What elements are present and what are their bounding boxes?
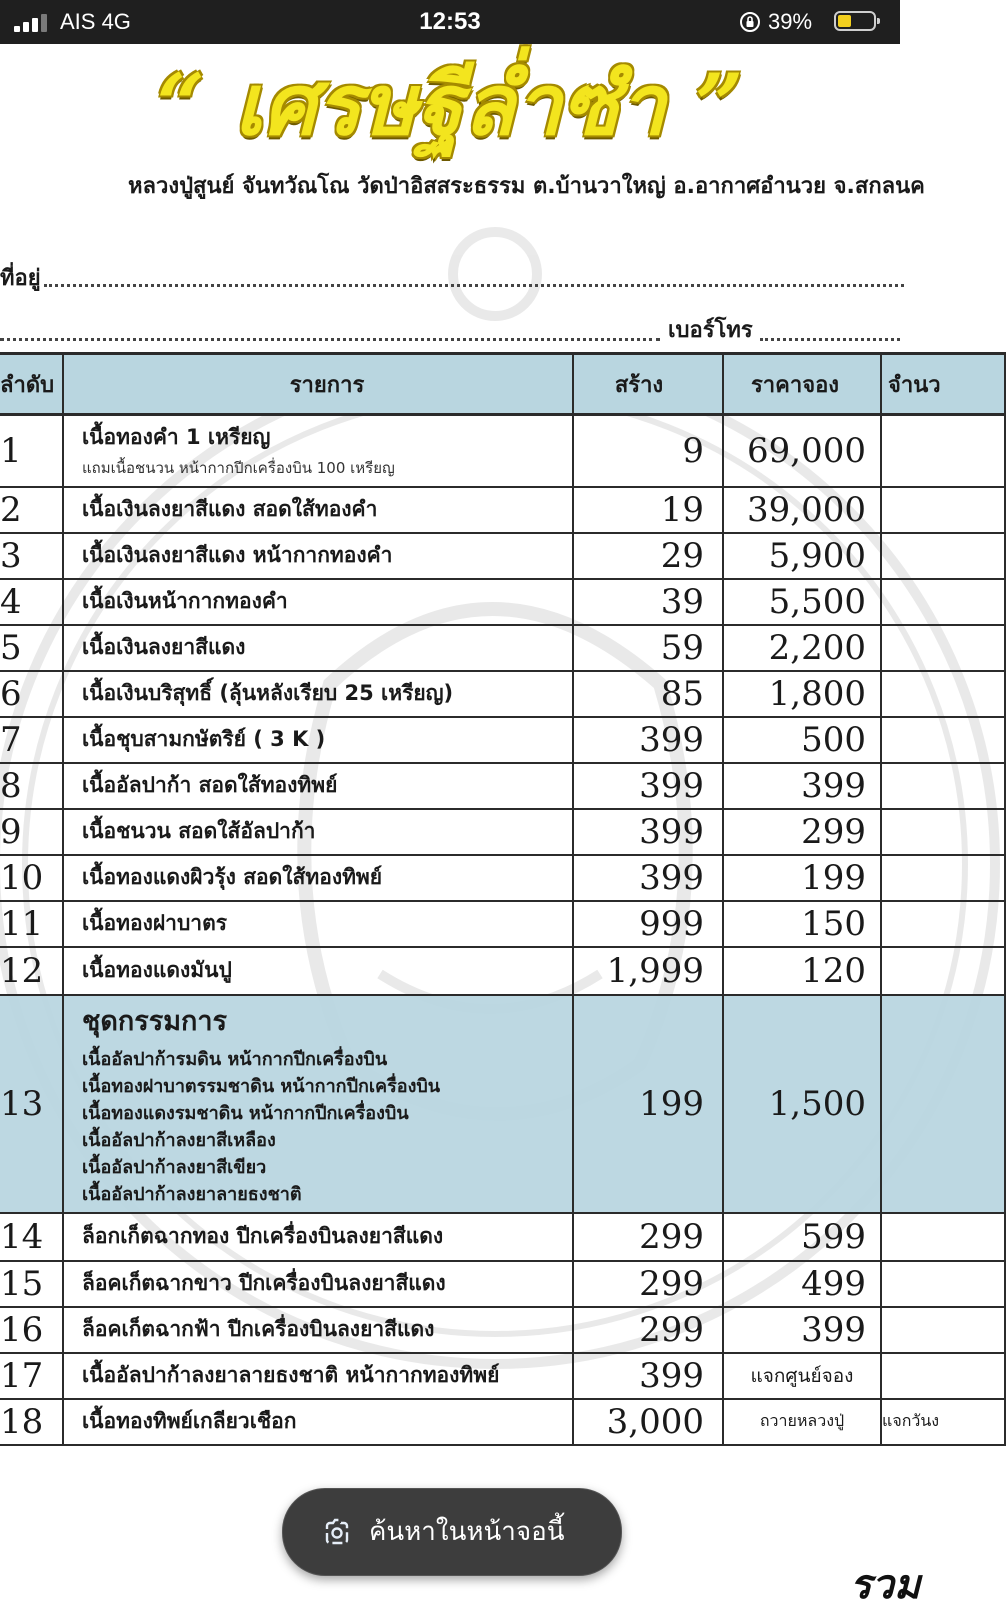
- table-row: 3 เนื้อเงินลงยาสีแดง หน้ากากทองคำ 29 5,900: [0, 533, 1005, 579]
- table-row: 18 เนื้อทองทิพย์เกลียวเชือก 3,000 ถวายหลวงปู่ แจกวันง: [0, 1399, 1005, 1445]
- table-row: 5 เนื้อเงินลงยาสีแดง 59 2,200: [0, 625, 1005, 671]
- table-row: 1 เนื้อทองคำ 1 เหรียญ แถมเนื้อชนวน หน้ากากปีกเครื่องบิน 100 เหรียญ 9 69,000: [0, 415, 1005, 487]
- address-line-2: [0, 338, 660, 341]
- lens-search-icon: [321, 1517, 353, 1547]
- battery-level-fill: [838, 15, 851, 27]
- table-row: 8 เนื้ออัลปาก้า สอดใส้ทองทิพย์ 399 399: [0, 763, 1005, 809]
- clock: 12:53: [419, 8, 481, 35]
- table-row: 6 เนื้อเงินบริสุทธิ์ (ลุ้นหลังเรียบ 25 เหรียญ) 85 1,800: [0, 671, 1005, 717]
- phone-line: [760, 338, 900, 341]
- address-label: ที่อยู่: [0, 266, 41, 291]
- column-header-amount: จำนว: [881, 354, 1005, 415]
- total-label: รวม: [850, 1561, 921, 1608]
- table-header-row: [0, 354, 1005, 415]
- table-row: 10 เนื้อทองแดงผิวรุ้ง สอดใส้ทองทิพย์ 399 199: [0, 855, 1005, 901]
- battery-icon: [834, 11, 876, 31]
- phone-label: เบอร์โทร: [668, 318, 753, 343]
- document-subtitle: หลวงปู่สูนย์ จันทวัณโณ วัดป่าอิสสระธรรม ต.บ้านวาใหญ่ อ.อากาศอำนวย จ.สกลนค: [128, 174, 925, 199]
- committee-set-row: 13 ชุดกรรมการ เนื้ออัลปาก้ารมดิน หน้ากากปีกเครื่องบิน เนื้อทองฝาบาตรรมชาดิน หน้ากากปีกเครื่องบิน เนื้อทองแดงรมชาดิน หน้ากากปีกเครื่องบิน เนื้ออัลปาก้าลงยาสีเหลือง เนื้ออัลปาก้าลงยาสีเขียว เนื้ออัลปาก้าลงยาลายธงชาติ 199 1,500: [0, 995, 1005, 1213]
- document-image: [0, 44, 941, 1608]
- table-row: 11 เนื้อทองฝาบาตร 999 150: [0, 901, 1005, 947]
- table-row: 7 เนื้อชุบสามกษัตริย์ ( 3 K ) 399 500: [0, 717, 1005, 763]
- table-row: 9 เนื้อชนวน สอดใส้อัลปาก้า 399 299: [0, 809, 1005, 855]
- table-row: 12 เนื้อทองแดงมันปู 1,999 120: [0, 947, 1005, 995]
- document-title: “ เศรษฐีล่ำซำ ”: [156, 55, 744, 154]
- carrier-label: AIS 4G: [60, 9, 131, 34]
- table-row: 4 เนื้อเงินหน้ากากทองคำ 39 5,500: [0, 579, 1005, 625]
- column-header-created: สร้าง: [573, 354, 723, 415]
- table-row: 14 ล็อกเก็ตฉากทอง ปีกเครื่องบินลงยาสีแดง 299 599: [0, 1213, 1005, 1261]
- column-header-number: ลำดับ: [0, 354, 63, 415]
- address-line: [44, 284, 904, 287]
- battery-percent: 39%: [768, 9, 813, 34]
- table-row: 15 ล็อคเก็ตฉากขาว ปีกเครื่องบินลงยาสีแดง 299 499: [0, 1261, 1005, 1307]
- search-screen-button[interactable]: [282, 1488, 622, 1576]
- table-row: 16 ล็อคเก็ตฉากฟ้า ปีกเครื่องบินลงยาสีแดง 299 399: [0, 1307, 1005, 1353]
- column-header-item: รายการ: [63, 354, 573, 415]
- table-row: 17 เนื้ออัลปาก้าลงยาลายธงชาติ หน้ากากทองทิพย์ 399 แจกศูนย์จอง: [0, 1353, 1005, 1399]
- price-table: [0, 352, 1006, 1446]
- committee-set-title: ชุดกรรมการ: [82, 1006, 228, 1037]
- rotation-lock-icon: [738, 10, 762, 34]
- column-header-price: ราคาจอง: [723, 354, 881, 415]
- search-screen-label: ค้นหาในหน้าจอนี้: [369, 1517, 565, 1547]
- table-row: 2 เนื้อเงินลงยาสีแดง สอดใส้ทองคำ 19 39,000: [0, 487, 1005, 533]
- status-bar: [0, 0, 900, 44]
